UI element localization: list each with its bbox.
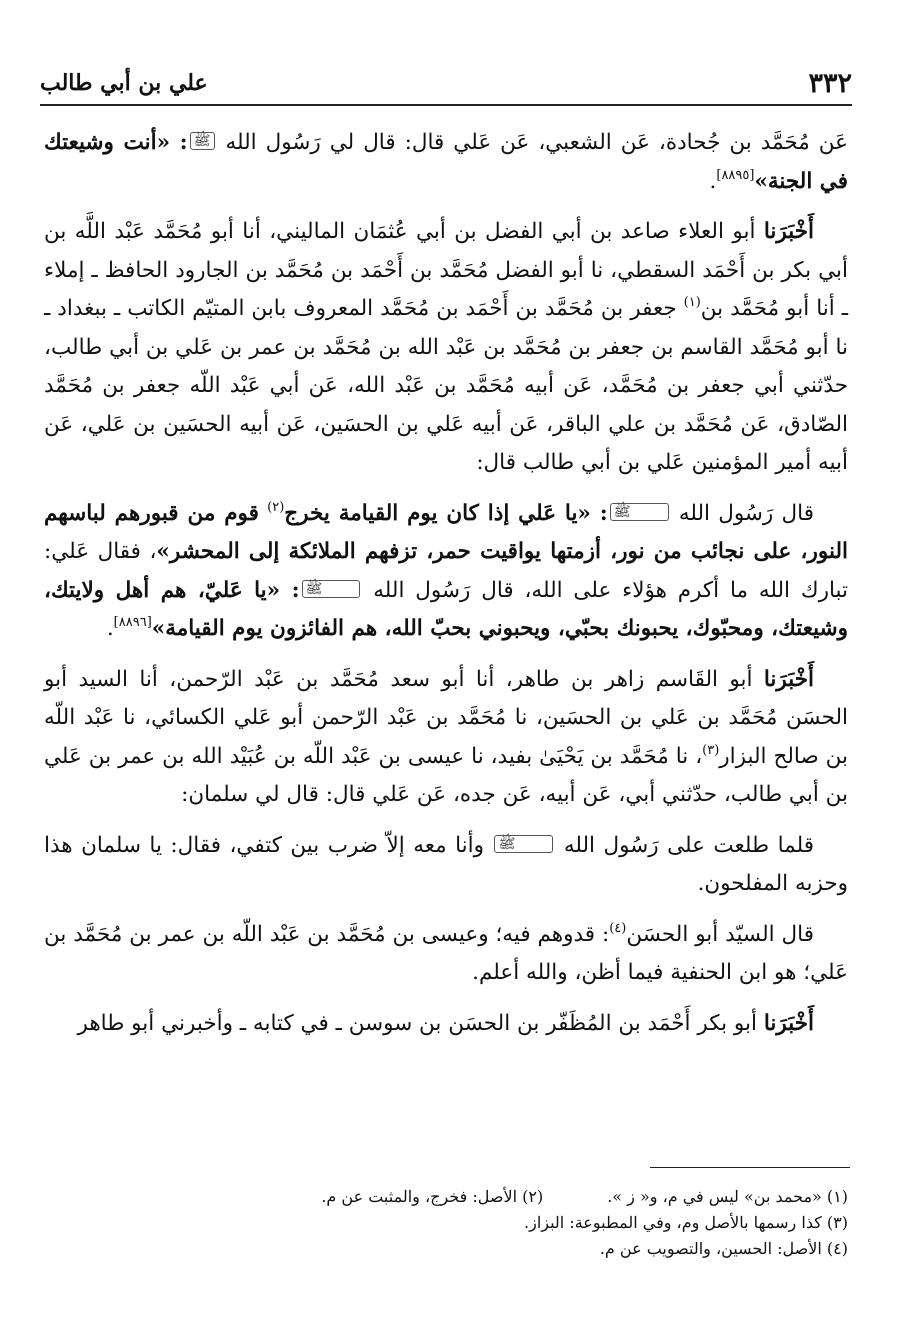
paragraph-4 — [44, 661, 848, 815]
text-span: قلما طلعت على رَسُول الله — [563, 832, 814, 858]
text-span: أبو بكر أَحْمَد بن المُظَفّر بن الحسَن بن سوسن ـ في كتابه ـ وأخبرني أبو طاهر — [77, 1010, 757, 1036]
salawat-glyph: ﷺ — [302, 580, 361, 598]
text-span: قال السيّد أبو الحسَن — [626, 921, 814, 947]
paragraph-2 — [44, 213, 848, 483]
footnote-ref: (٣) — [702, 742, 720, 758]
footnote-rule — [650, 1167, 850, 1168]
paragraph-3 — [44, 495, 848, 649]
footnote-ref: (٢) — [267, 499, 285, 515]
text-span: عَن مُحَمَّد بن جُحادة، عَن الشعبي، عَن عَلي قال: قال لي رَسُول الله — [225, 130, 848, 155]
main-text — [44, 124, 848, 1055]
hadith-number: [٨٨٩٥] — [716, 167, 755, 183]
page-number: ٣٣٢ — [808, 68, 852, 99]
footnote-2: (٢) الأصل: فخرج، والمثبت عن م. — [321, 1187, 544, 1206]
text-span: جعفر بن مُحَمَّد بن أَحْمَد بن مُحَمَّد المعروف بابن المتيّم الكاتب ـ ببغداد ـ نا أبو مُحَمَّد القاسم بن جعفر بن مُحَمَّد بن عَبْد الله بن مُحَمَّد بن عمر بن عَلي بن أبي طالب، حدّثني أبي جعفر بن مُحَمَّد، عَن أبيه مُحَمَّد بن عَبْد الله، عَن أبي عَبْد اللّه جعفر بن مُحَمَّد الصّادق، عَن مُحَمَّد بن علي الباقر، عَن أبيه عَلي بن الحسَين، عَن أبيه الحسَين بن عَلي، عَن أبيه أمير المؤمنين عَلي بن أبي طالب قال: — [44, 296, 848, 475]
footnotes — [40, 1184, 848, 1262]
text-span: قال رَسُول الله — [678, 500, 814, 526]
text-span: : قدوهم فيه؛ وعيسى بن مُحَمَّد بن عَبْد اللّه بن عمر بن مُحَمَّد بن عَلي؛ هو ابن الحنفية فيما أظن، والله أعلم. — [44, 921, 848, 985]
footnote-ref: (١) — [683, 295, 701, 310]
page-header — [40, 62, 852, 106]
text-span: ، فقال عَلي: تبارك الله ما أكرم هؤلاء على الله، قال رَسُول الله — [44, 539, 848, 603]
header-rule — [40, 104, 852, 106]
paragraph-7 — [44, 1005, 848, 1044]
salawat-glyph: ﷺ — [190, 132, 215, 150]
salawat-glyph: ﷺ — [610, 503, 669, 521]
akhbarana-lead: أَخْبَرَنا — [763, 219, 814, 244]
text-span: وأنا معه إلاّ ضرب بين كتفي، فقال: يا سلمان هذا وحزبه المفلحون. — [44, 832, 848, 896]
footnote-row — [40, 1184, 848, 1210]
akhbarana-lead: أَخْبَرَنا — [763, 666, 814, 692]
footnote-3: (٣) كذا رسمها بالأصل وم، وفي المطبوعة: البزاز. — [524, 1213, 848, 1232]
hadith-quote: قوم من قبورهم لباسهم النور، على نجائب من نور، أزمتها يواقيت حمر، تزفهم الملائكة إلى المحشر» — [44, 500, 848, 564]
text-span: ، نا مُحَمَّد بن يَحْيَىٰ بفيد، نا عيسى بن عَبْد اللّه بن عُبَيْد الله بن عمر بن عَلي بن أبي طالب، حدّثني أبي، عَن أبيه، عَن جده، عَن عَلي قال: قال لي سلمان: — [44, 743, 848, 807]
hadith-number: [٨٨٩٦] — [113, 615, 152, 630]
text-span: أبو القَاسم زاهر بن طاهر، أنا أبو سعد مُحَمَّد بن عَبْد الرّحمن، أنا السيد أبو الحسَن مُحَمَّد بن عَلي بن الحسَين، نا مُحَمَّد بن عَبْد الرّحمن أبو عَلي الكسائي، نا عَبْد اللّه بن صالح البزار — [44, 666, 848, 769]
footnote-1: (١) «محمد بن» ليس في م، و« ز ». — [607, 1187, 848, 1206]
footnote-row — [40, 1236, 848, 1262]
footnote-row — [40, 1210, 848, 1236]
akhbarana-lead: أَخْبَرَنا — [763, 1010, 814, 1036]
text-span: أبو العلاء صاعد بن أبي الفضل بن أبي عُثمَان الماليني، أنا أبو مُحَمَّد عَبْد اللَّه بن أبي بكر بن أَحْمَد السقطي، نا أبو الفضل مُحَمَّد بن أَحْمَد بن مُحَمَّد بن الجارود الحافظ ـ إملاء ـ أنا أبو مُحَمَّد بن — [44, 219, 848, 321]
paragraph-6 — [44, 916, 848, 993]
paragraph-1 — [44, 124, 848, 201]
hadith-quote: : «يا عَليّ، هم أهل ولايتك، وشيعتك، ومحبّوك، يحبونك بحبّي، ويحبوني بحبّ الله، هم الفائزون يوم القيامة» — [44, 577, 848, 641]
running-title: علي بن أبي طالب — [40, 70, 208, 96]
hadith-quote: : «يا عَلي إذا كان يوم القيامة يخرج — [284, 500, 608, 526]
salawat-glyph: ﷺ — [494, 835, 553, 853]
hadith-quote: : «أنت وشيعتك في الجنة» — [44, 130, 848, 194]
footnote-4: (٤) الأصل: الحسين، والتصويب عن م. — [599, 1239, 848, 1258]
footnote-ref: (٤) — [609, 920, 627, 936]
text-span: . — [709, 168, 717, 194]
paragraph-5 — [44, 827, 848, 904]
text-span: . — [106, 616, 114, 641]
